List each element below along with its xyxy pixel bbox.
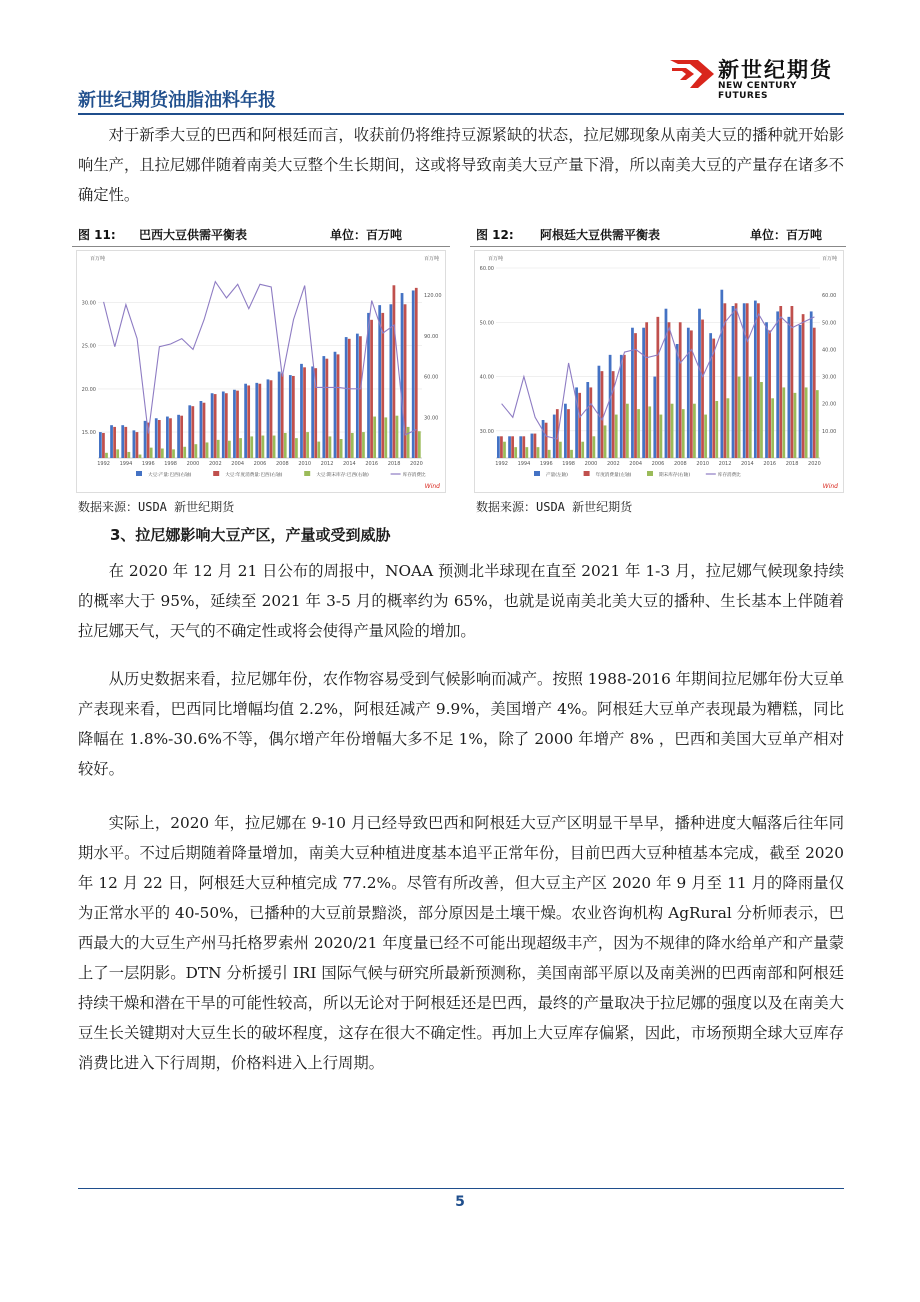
bar-2020-s2 [816,390,819,458]
bar-1998-s1 [169,418,172,458]
bar-2019-s0 [799,325,802,458]
bar-2006-s1 [656,317,659,458]
x-tick: 2014 [343,461,356,467]
bar-1995-s0 [531,434,534,458]
bar-2005-s2 [250,436,253,458]
bar-2007-s2 [671,404,674,458]
bar-1998-s0 [564,404,567,458]
bar-2014-s1 [746,303,749,458]
bar-2004-s2 [239,438,242,458]
bar-2013-s0 [334,352,337,458]
bar-2003-s2 [228,441,231,458]
bar-2019-s2 [805,387,808,458]
y-tick-left: 30.00 [479,428,494,435]
bar-2000-s1 [191,406,194,458]
x-tick: 1992 [495,461,508,467]
bar-2004-s2 [637,409,640,458]
x-tick: 2000 [584,461,598,467]
bar-1995-s1 [534,434,537,458]
y-tick-right: 40.00 [822,347,837,354]
bar-2002-s2 [217,440,220,458]
figure-12-source: 数据来源：USDA 新世纪期货 [476,500,633,514]
bar-2007-s0 [665,309,668,458]
bar-1997-s2 [559,442,562,458]
y-tick-right: 90.00 [424,333,439,340]
bar-2016-s1 [768,330,771,458]
bar-2005-s1 [247,385,250,458]
bar-2005-s2 [648,406,651,458]
y-tick-right: 20.00 [822,401,837,408]
x-tick: 1994 [517,461,531,467]
x-tick: 1998 [562,461,575,467]
x-tick: 1994 [119,461,133,467]
bar-2018-s1 [791,306,794,458]
bar-1995-s1 [136,432,139,458]
bar-1994-s2 [525,447,528,458]
bar-1999-s0 [177,415,180,458]
x-tick: 2010 [696,461,710,467]
bar-2008-s0 [676,344,679,458]
bar-1995-s2 [139,455,142,458]
bar-1993-s2 [116,449,119,458]
bar-2010-s1 [701,320,704,458]
bar-2003-s2 [626,404,629,458]
legend-swatch [534,471,540,476]
legend-entry: 大豆:期末库存:巴西(右轴) [316,473,369,478]
bar-2007-s1 [270,380,273,458]
bar-2013-s1 [337,354,340,458]
bar-1999-s1 [578,393,581,458]
bar-2016-s2 [373,417,376,458]
left-unit-label: 百万吨 [90,256,106,262]
bar-2002-s1 [612,371,615,458]
x-tick: 2004 [231,461,245,467]
bar-2008-s2 [284,433,287,458]
bar-2000-s1 [589,387,592,458]
bar-2012-s0 [322,356,325,458]
bar-1992-s1 [102,433,105,458]
figure-12-title: 阿根廷大豆供需平衡表 [540,228,661,242]
bar-2000-s0 [188,405,191,458]
legend-entry: 库存消费比 [402,473,426,478]
bar-2006-s2 [660,415,663,458]
section-paragraph-2: 从历史数据来看，拉尼娜年份，农作物容易受到气候影响而减产。按照 1988-2016 年期间拉尼娜年份大豆单产表现来看，巴西同比增幅均值 2.2%，阿根廷减产 9.9%，美国增产 4%。阿根廷大豆单产表现最为糟糕，同比降幅在 1.8%-30.6%不等，偶尔增产年份增幅大多不足 1%，除了 2000 年增产 8% ，巴西和美国大豆单产相对较好。 [78,670,844,778]
bar-2002-s1 [214,394,217,458]
bar-1994-s1 [124,427,127,458]
x-tick: 2016 [365,461,379,467]
bar-1996-s0 [542,420,545,458]
figure-11-title: 巴西大豆供需平衡表 [139,228,248,242]
bar-2010-s0 [698,309,701,458]
bar-2018-s0 [787,317,790,458]
bar-2011-s1 [712,339,715,458]
bar-2003-s1 [225,393,228,458]
bar-2020-s0 [412,290,415,458]
bar-1993-s0 [508,436,511,458]
left-unit-label: 百万吨 [488,256,504,262]
x-tick: 2008 [673,461,687,467]
x-tick: 2018 [785,461,799,467]
intro-paragraph: 对于新季大豆的巴西和阿根廷而言，收获前仍将维持豆源紧缺的状态，拉尼娜现象从南美大豆的播种就开始影响生产，且拉尼娜伴随着南美大豆整个生长期间，这或将导致南美大豆产量下滑，所以南美大豆的产量存在诸多不确定性。 [78,126,844,204]
bar-2000-s2 [592,436,595,458]
bar-2001-s2 [604,425,607,458]
y-tick-left: 30.00 [81,300,96,307]
bar-2016-s2 [771,398,774,458]
bar-1998-s2 [172,449,175,458]
legend-entry: 产量(左轴) [546,473,568,478]
legend-entry: 大豆:年度消费量:巴西(右轴) [225,473,283,478]
bar-2020-s1 [415,288,418,458]
x-tick: 2010 [298,461,312,467]
x-tick: 2004 [629,461,643,467]
bar-2004-s0 [631,328,634,458]
bar-1997-s0 [553,415,556,458]
x-tick: 1992 [97,461,110,467]
bar-2003-s1 [623,355,626,458]
report-title: 新世纪期货油脂油料年报 [78,90,276,111]
bar-2012-s2 [329,436,332,458]
y-tick-left: 40.00 [479,374,494,381]
bar-2017-s2 [384,417,387,458]
bar-2000-s0 [586,382,589,458]
figure-12-rule [470,246,846,247]
bar-2009-s2 [295,438,298,458]
bar-2011-s2 [715,401,718,458]
bar-1996-s0 [144,421,147,458]
bar-1995-s2 [537,447,540,458]
figure-12-unit: 单位：百万吨 [750,228,823,242]
y-tick-left: 20.00 [81,386,96,393]
bar-2019-s1 [802,314,805,458]
bar-2011-s0 [709,333,712,458]
y-tick-right: 10.00 [822,428,837,435]
logo-en: NEW CENTURY FUTURES [718,81,797,101]
y-tick-left: 50.00 [479,320,494,327]
bar-2017-s0 [776,311,779,458]
bar-2018-s2 [396,416,399,458]
bar-2007-s0 [267,379,270,458]
legend-entry: 期末库存(右轴) [659,473,691,478]
figure-12-label: 图 12: [476,228,514,242]
x-tick: 2018 [387,461,401,467]
bar-2015-s1 [757,303,760,458]
y-tick-right: 50.00 [822,320,837,327]
x-tick: 1996 [539,461,553,467]
logo-cn: 新世纪期货 [718,57,833,82]
bar-1998-s0 [166,417,169,458]
bar-2008-s1 [679,322,682,458]
bar-1994-s1 [522,436,525,458]
bar-2007-s2 [273,436,276,458]
legend-swatch [647,471,653,476]
bar-2013-s2 [738,377,741,458]
bar-2012-s1 [326,359,329,458]
legend-entry: 库存消费比 [717,473,741,478]
x-tick: 2002 [606,461,620,467]
y-tick-left: 60.00 [479,266,494,272]
bar-1993-s1 [113,427,116,458]
section-paragraph-1: 在 2020 年 12 月 21 日公布的周报中，NOAA 预测北半球现在直至 2021 年 1-3 月，拉尼娜气候现象持续的概率大于 95%，延续至 2021 年 3-5 月的概率约为 65%，也就是说南美北美大豆的播种、生长基本上伴随着拉尼娜天气，天气的不确定性或将会使得产量风险的增加。 [78,562,844,640]
y-tick-right: 60.00 [822,293,837,300]
bar-2017-s1 [381,313,384,458]
bar-1997-s2 [161,449,164,459]
bar-1996-s2 [150,448,153,458]
x-tick: 1996 [141,461,155,467]
x-tick: 2020 [808,461,821,467]
bar-2012-s2 [727,398,730,458]
legend-swatch [584,471,590,476]
bar-1999-s1 [180,416,183,458]
bar-2010-s1 [303,367,306,458]
bar-1992-s0 [99,432,102,458]
bar-2003-s0 [222,392,225,459]
bar-2004-s0 [233,390,236,458]
bar-2006-s2 [262,436,265,458]
bar-2008-s1 [281,373,284,458]
x-tick: 2006 [253,461,267,467]
bar-1996-s2 [548,450,551,458]
x-tick: 2016 [763,461,777,467]
y-tick-left: 25.00 [81,343,96,350]
x-tick: 2006 [651,461,665,467]
bar-2002-s0 [211,393,214,458]
bar-2013-s2 [340,439,343,458]
legend-swatch [136,471,142,476]
bar-2015-s0 [356,334,359,458]
bar-2014-s0 [743,303,746,458]
bar-1995-s0 [133,430,136,458]
bar-2001-s0 [598,366,601,458]
bar-2008-s0 [278,372,281,458]
bar-2001-s0 [200,401,203,458]
bar-2011-s2 [317,442,320,458]
legend-entry: 年度消费量(左轴) [595,473,632,478]
bar-2015-s2 [760,382,763,458]
bar-2014-s2 [749,377,752,458]
bar-2006-s0 [653,377,656,458]
bar-2007-s1 [668,322,671,458]
bar-2009-s0 [687,328,690,458]
logo-mark-icon [668,54,716,94]
bar-2017-s1 [779,306,782,458]
legend-swatch [213,471,219,476]
bar-2000-s2 [194,444,197,458]
bar-2019-s2 [407,427,410,458]
x-tick: 2012 [320,461,334,467]
figure-11-unit: 单位：百万吨 [330,228,403,242]
bar-2005-s1 [645,322,648,458]
bar-2002-s0 [609,355,612,458]
bar-1999-s2 [183,447,186,458]
bar-2003-s0 [620,355,623,458]
bar-1996-s1 [545,423,548,458]
bar-2016-s1 [370,320,373,458]
right-unit-label: 百万吨 [424,256,440,262]
bar-1999-s2 [581,442,584,458]
wind-watermark: Wind [822,483,838,490]
y-tick-right: 60.00 [424,374,439,381]
y-tick-right: 30.00 [822,374,837,381]
bar-2009-s2 [693,404,696,458]
footer-divider [78,1188,844,1189]
bar-2009-s1 [292,376,295,458]
figure-11-rule [72,246,450,247]
x-tick: 2012 [718,461,732,467]
bar-2018-s2 [794,393,797,458]
bar-2019-s0 [401,293,404,458]
bar-1992-s0 [497,436,500,458]
bar-1992-s2 [105,453,108,458]
bar-2005-s0 [244,384,247,458]
bar-1992-s2 [503,442,506,458]
page-number: 5 [455,1194,465,1210]
chart-brazil-svg [76,250,446,493]
figure-11-label: 图 11: [78,228,116,242]
x-tick: 2014 [741,461,754,467]
x-tick: 2000 [186,461,200,467]
bar-1998-s2 [570,450,573,458]
bar-1997-s1 [158,420,161,458]
bar-2010-s0 [300,364,303,458]
x-tick: 2002 [208,461,222,467]
bar-2014-s1 [348,339,351,458]
bar-2014-s2 [351,433,354,458]
bar-2006-s0 [255,383,258,458]
bar-1997-s0 [155,418,158,458]
x-tick: 2008 [275,461,289,467]
bar-1993-s2 [514,447,517,458]
x-tick: 1998 [164,461,177,467]
bar-1992-s1 [500,436,503,458]
bar-2010-s2 [306,432,309,458]
chart-argentina [474,250,844,493]
figure-11-source: 数据来源：USDA 新世纪期货 [78,500,235,514]
bar-2017-s2 [782,387,785,458]
bar-2010-s2 [704,415,707,458]
wind-watermark: Wind [424,483,440,490]
bar-2013-s1 [735,303,738,458]
bar-2001-s1 [601,371,604,458]
bar-2015-s1 [359,336,362,458]
bar-2001-s2 [206,442,209,458]
bar-1998-s1 [567,409,570,458]
bar-2009-s0 [289,375,292,458]
y-tick-right: 30.00 [424,415,439,422]
bar-2002-s2 [615,415,618,458]
bar-2016-s0 [765,322,768,458]
header-divider [78,113,844,115]
bar-2013-s0 [732,306,735,458]
legend-entry: 大豆:产量:巴西(右轴) [148,473,192,478]
right-unit-label: 百万吨 [822,256,838,262]
legend-swatch [304,471,310,476]
bar-2006-s1 [258,384,261,458]
bar-2020-s2 [418,431,421,458]
y-tick-left: 15.00 [81,430,96,437]
bar-2005-s0 [642,328,645,458]
chart-argentina-svg [474,250,844,493]
x-tick: 2020 [410,461,423,467]
bar-2020-s1 [813,328,816,458]
section-paragraph-3: 实际上，2020 年，拉尼娜在 9-10 月已经导致巴西和阿根廷大豆产区明显干旱早，播种进度大幅落后往年同期水平。不过后期随着降量增加，南美大豆种植进度基本追平正常年份，目前巴西大豆种植基本完成，截至 2020 年 12 月 22 日，阿根廷大豆种植完成 77.2%。尽管有所改善，但大豆主产区 2020 年 9 月至 11 月的降雨量仅为正常水平的 40-50%，已播种的大豆前景黯淡，部分原因是土壤干燥。农业咨询机构 AgRural 分析师表示，巴西最大的大豆生产州马托格罗索州 2020/21 年度量已经不可能出现超级丰产，因为不规律的降水给单产和产量蒙上了一层阴影。DTN 分析援引 IRI 国际气候与研究所最新预测称，美国南部平原以及南美洲的巴西南部和阿根廷持续干燥和潜在干旱的可能性较高，所以无论对于阿根廷还是巴西，最终的产量取决于拉尼娜的强度以及在南美大豆生长关键期对大豆生长的破坏程度，这存在很大不确定性。再加上大豆库存偏紧，因此，市场预期全球大豆库存消费比进入下行周期，价格料进入上行周期。 [78,814,844,1072]
bar-1993-s0 [110,425,113,458]
bar-2020-s0 [810,311,813,458]
bar-2008-s2 [682,409,685,458]
chart-brazil [76,250,446,493]
bar-2001-s1 [203,403,206,458]
bar-2014-s0 [345,337,348,458]
bar-1993-s1 [511,436,514,458]
bar-2012-s0 [720,290,723,458]
section-heading: 3、拉尼娜影响大豆产区，产量或受到威胁 [110,526,391,544]
bar-2004-s1 [634,333,637,458]
bar-2015-s2 [362,432,365,458]
bar-1994-s0 [519,436,522,458]
company-logo [668,54,844,101]
bar-2018-s1 [393,285,396,458]
bar-2004-s1 [236,391,239,458]
bar-1994-s0 [121,425,124,458]
bar-1994-s2 [127,452,130,458]
y-tick-right: 120.00 [424,293,442,300]
bar-2011-s0 [311,366,314,458]
